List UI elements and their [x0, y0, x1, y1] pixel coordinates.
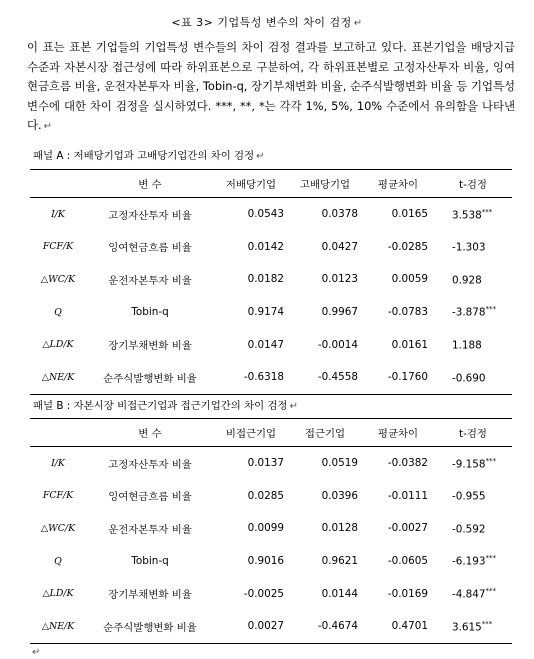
significance-stars: ***: [481, 619, 493, 628]
header-variable: 변 수: [86, 170, 214, 198]
header-row: [30, 419, 512, 447]
t-statistic: 1.188: [452, 339, 482, 352]
significance-stars: ***: [485, 586, 496, 595]
group1-mean: 0.0147: [247, 338, 284, 351]
variable-name: Tobin-q: [131, 555, 169, 568]
panel-b-table: [30, 418, 512, 644]
significance-stars: ***: [485, 554, 496, 563]
t-statistic-cell: [434, 361, 512, 394]
variable-symbol: I/K: [51, 208, 65, 220]
t-statistic-cell: [434, 545, 512, 578]
variable-name: 장기부채변화 비율: [108, 589, 192, 602]
variable-name: 고정자산투자 비율: [108, 458, 192, 471]
mean-difference: -0.0382: [387, 457, 428, 470]
group1-mean: 0.0182: [247, 273, 284, 286]
panel-a-title-text: 패널 A : 저배당기업과 고배당기업간의 차이 검정: [33, 150, 255, 162]
group2-mean: 0.0427: [321, 240, 358, 253]
panel-b-title: [33, 397, 298, 412]
variable-name: 순주식발행변화 비율: [86, 610, 214, 643]
header-symbol: [30, 170, 86, 198]
description-paragraph: [27, 38, 515, 137]
group2-mean: 0.0519: [321, 457, 358, 470]
t-statistic-cell: [434, 447, 512, 480]
mean-difference: -0.0027: [387, 522, 428, 535]
group2-mean: 0.9967: [321, 306, 358, 319]
group2-mean: -0.4674: [288, 610, 362, 643]
end-paragraph: [30, 640, 40, 659]
table-row: [30, 263, 512, 296]
group2-mean: 0.0396: [321, 489, 358, 502]
group1-mean: 0.0142: [247, 240, 284, 253]
t-statistic-cell: [434, 610, 512, 643]
table-row: [30, 480, 512, 513]
mean-difference: 0.0165: [391, 208, 428, 221]
t-statistic-cell: [434, 296, 512, 329]
variable-name: 운전자본투자 비율: [108, 274, 192, 287]
variable-symbol: Q: [54, 306, 62, 318]
variable-symbol: △WC/K: [40, 273, 76, 285]
group1-mean: 0.0137: [247, 457, 284, 470]
t-statistic: -4.847: [452, 588, 486, 601]
table-row: [30, 198, 512, 231]
mean-difference: 0.0161: [391, 338, 428, 351]
group1-mean: 0.9016: [247, 555, 284, 568]
t-statistic: -3.878: [452, 306, 486, 319]
paragraph-mark: ↵: [256, 151, 265, 162]
mean-difference: -0.1760: [362, 361, 434, 394]
header-row: [30, 170, 512, 198]
group1-mean: 0.0027: [214, 610, 288, 643]
header-group1: 저배당기업: [214, 170, 288, 198]
group1-mean: 0.9174: [247, 306, 284, 319]
t-statistic: -0.690: [452, 372, 486, 384]
group2-mean: 0.0128: [321, 522, 358, 535]
variable-name: 장기부채변화 비율: [108, 340, 192, 353]
variable-symbol: △WC/K: [40, 522, 76, 534]
group1-mean: -0.6318: [214, 361, 288, 394]
t-statistic-cell: [434, 577, 512, 610]
table-row: [30, 512, 512, 545]
t-statistic: 0.928: [452, 274, 482, 287]
t-statistic: -9.158: [452, 458, 486, 471]
header-mean-diff: 평균차이: [362, 170, 434, 198]
table-row: [30, 296, 512, 329]
t-statistic-cell: [434, 328, 512, 361]
variable-name: 운전자본투자 비율: [108, 523, 192, 536]
mean-difference: 0.0059: [391, 273, 428, 286]
variable-symbol: Q: [54, 555, 62, 567]
group1-mean: 0.0099: [247, 522, 284, 535]
variable-name: 잉여현금흐름 비율: [108, 242, 192, 255]
t-statistic: -0.592: [452, 523, 486, 536]
group2-mean: -0.0014: [317, 338, 358, 351]
t-statistic: -1.303: [452, 241, 486, 254]
mean-difference: -0.0783: [387, 306, 428, 319]
table-row: [30, 447, 512, 480]
t-statistic-cell: [434, 480, 512, 513]
group2-mean: 0.0123: [321, 273, 358, 286]
group2-mean: -0.4558: [288, 361, 362, 394]
mean-difference: -0.0111: [387, 489, 428, 502]
group2-mean: 0.9621: [321, 555, 358, 568]
variable-name: Tobin-q: [131, 306, 169, 319]
mean-difference: -0.0285: [387, 240, 428, 253]
paragraph-mark: ↵: [289, 401, 298, 412]
t-statistic-cell: [434, 512, 512, 545]
t-statistic-cell: [434, 263, 512, 296]
header-mean-diff: 평균차이: [362, 419, 434, 447]
group1-mean: 0.0543: [247, 208, 284, 221]
table-row: [30, 328, 512, 361]
description-text: 이 표는 표본 기업들의 기업특성 변수들의 차이 검정 결과를 보고하고 있다. 표본기업을 배당지급 수준과 자본시장 접근성에 따라 하위표본으로 구분하여, 각 하위표본별로 고정자산투자 비율, 잉여현금흐름 비율, 운전자본투자 비율, Tobin-q, 장기부채변화 비율, 순주식발행변화 비율 등 기업특성변수에 대한 차이 검정을 실시하였다. ***, **, *는 각각 1%, 5%, 10% 수준에서 유의함을 나타낸다.: [27, 40, 515, 133]
table-row: [30, 577, 512, 610]
significance-stars: ***: [485, 456, 496, 465]
table-row: [30, 610, 512, 643]
t-statistic: 3.615: [452, 621, 482, 633]
header-group2: 접근기업: [288, 419, 362, 447]
paragraph-mark: ↵: [32, 647, 41, 658]
variable-symbol: △NE/K: [30, 361, 86, 394]
panel-b-title-text: 패널 B : 자본시장 비접근기업과 접근기업간의 차이 검정: [33, 400, 288, 412]
variable-symbol: FCF/K: [42, 490, 74, 502]
variable-symbol: △LD/K: [42, 588, 74, 600]
variable-symbol: △LD/K: [42, 339, 74, 351]
variable-symbol: I/K: [51, 457, 65, 469]
paragraph-mark: ↵: [353, 18, 363, 29]
table-caption: [0, 14, 534, 30]
t-statistic-cell: [434, 231, 512, 264]
panel-a-title: [33, 147, 265, 162]
mean-difference: -0.0169: [387, 587, 428, 600]
header-symbol: [30, 419, 86, 447]
t-statistic-cell: [434, 198, 512, 231]
variable-name: 고정자산투자 비율: [108, 209, 192, 222]
variable-name: 순주식발행변화 비율: [86, 361, 214, 394]
header-group1: 비접근기업: [214, 419, 288, 447]
header-variable: 변 수: [86, 419, 214, 447]
significance-stars: ***: [485, 305, 496, 314]
variable-symbol: FCF/K: [42, 241, 74, 253]
panel-b-body: [30, 447, 512, 644]
significance-stars: ***: [481, 207, 493, 216]
group1-mean: 0.0285: [247, 489, 284, 502]
panel-a-table: [30, 169, 512, 395]
group1-mean: -0.0025: [243, 587, 284, 600]
caption-text: <표 3> 기업특성 변수의 차이 검정: [171, 16, 352, 29]
t-statistic: -6.193: [452, 555, 486, 568]
t-statistic: -0.955: [452, 490, 486, 503]
header-t-test: t-검정: [434, 419, 512, 447]
header-group2: 고배당기업: [288, 170, 362, 198]
t-statistic: 3.538: [452, 209, 482, 222]
group2-mean: 0.0144: [321, 587, 358, 600]
table-row: [30, 545, 512, 578]
variable-name: 잉여현금흐름 비율: [108, 491, 192, 504]
group2-mean: 0.0378: [321, 208, 358, 221]
mean-difference: 0.4701: [362, 610, 434, 643]
table-row: [30, 361, 512, 394]
panel-a-body: [30, 198, 512, 395]
mean-difference: -0.0605: [387, 555, 428, 568]
table-row: [30, 231, 512, 264]
paragraph-mark: ↵: [43, 121, 53, 133]
variable-symbol: △NE/K: [30, 610, 86, 643]
header-t-test: t-검정: [434, 170, 512, 198]
